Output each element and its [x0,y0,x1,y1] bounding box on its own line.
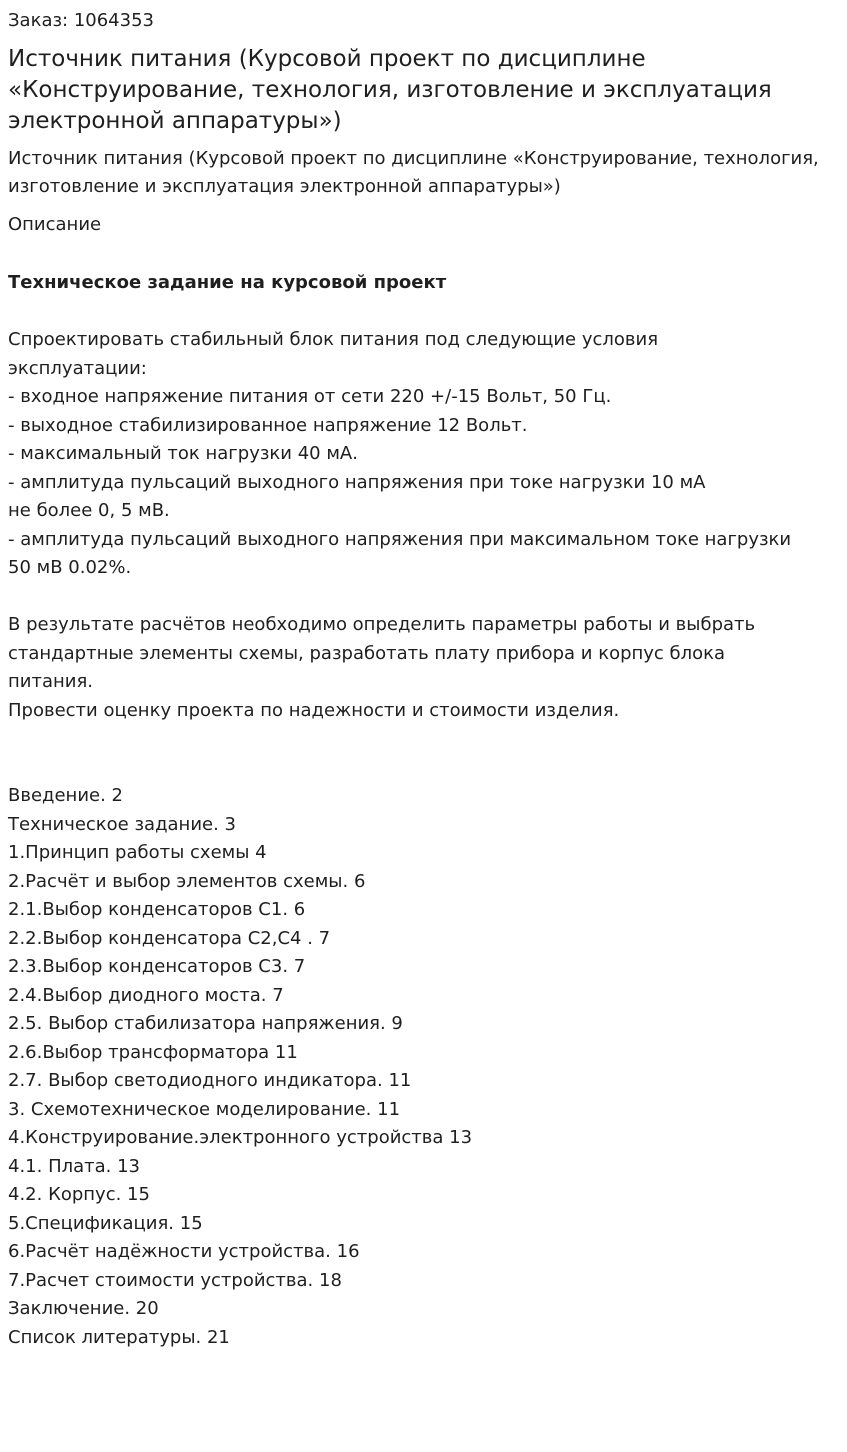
tz-requirement-4-line-1: - амплитуда пульсаций выходного напряжения при токе нагрузки 10 мА [8,471,706,493]
tz-result-line-3: питания. [8,671,93,692]
description-label: Описание [8,214,102,235]
tz-heading: Техническое задание на курсовой проект [8,272,447,293]
tz-requirement-4-line-2: не более 0, 5 мВ. [8,500,170,521]
toc-item: 5.Спецификация. 15 [8,1212,203,1234]
page-title: Источник питания (Курсовой проект по дисциплине «Конструирование, технология, изготовление и эксплуатация электронной аппаратуры») [8,46,772,134]
spacer [8,725,839,782]
tz-result-line-1: В результате расчётов необходимо определить параметры работы и выбрать [8,614,756,635]
toc-item: 2.5. Выбор стабилизатора напряжения. 9 [8,1013,403,1034]
toc-item: Список литературы. 21 [8,1326,230,1348]
description-body [8,269,839,1352]
tz-result-line-2: стандартные элементы схемы, разработать плату прибора и корпус блока [8,642,726,664]
tz-requirement-3: - максимальный ток нагрузки 40 мА. [8,443,358,464]
toc-item: 1.Принцип работы схемы 4 [8,842,267,863]
toc-item: Техническое задание. 3 [8,813,236,835]
toc-item: 2.3.Выбор конденсаторов С3. 7 [8,956,306,977]
tz-requirement-2: - выходное стабилизированное напряжение 12 Вольт. [8,414,528,436]
toc-item: 7.Расчет стоимости устройства. 18 [8,1269,342,1291]
toc-item: Заключение. 20 [8,1298,159,1319]
toc-item: 6.Расчёт надёжности устройства. 16 [8,1241,360,1262]
toc-item: 2.1.Выбор конденсаторов С1. 6 [8,899,306,920]
spacer [8,583,839,612]
tz-requirement-1: - входное напряжение питания от сети 220 +/-15 Вольт, 50 Гц. [8,386,612,407]
toc-item: 2.Расчёт и выбор элементов схемы. 6 [8,870,366,892]
toc-item: Введение. 2 [8,785,123,806]
tz-requirement-5-line-2: 50 мВ 0.02%. [8,557,132,578]
page-subtitle: Источник питания (Курсовой проект по дисциплине «Конструирование, технология, изготовление и эксплуатация электронной аппаратуры») [8,148,819,197]
toc-item: 2.4.Выбор диодного моста. 7 [8,984,284,1006]
toc-item: 2.2.Выбор конденсатора С2,С4 . 7 [8,927,331,949]
toc-item: 2.7. Выбор светодиодного индикатора. 11 [8,1070,412,1091]
tz-intro-line-1: Спроектировать стабильный блок питания под следующие условия [8,329,659,350]
tz-requirement-5-line-1: - амплитуда пульсаций выходного напряжения при максимальном токе нагрузки [8,528,792,550]
toc-item: 4.2. Корпус. 15 [8,1184,150,1205]
tz-assessment: Провести оценку проекта по надежности и стоимости изделия. [8,699,620,721]
toc-item: 2.6.Выбор трансформатора 11 [8,1041,298,1063]
toc-item: 3. Схемотехническое моделирование. 11 [8,1098,401,1120]
order-number: Заказ: 1064353 [8,10,154,31]
toc-item: 4.1. Плата. 13 [8,1155,141,1177]
toc-item: 4.Конструирование.электронного устройства 13 [8,1127,473,1148]
tz-intro-line-2: эксплуатации: [8,357,147,379]
table-of-contents [8,782,839,1352]
